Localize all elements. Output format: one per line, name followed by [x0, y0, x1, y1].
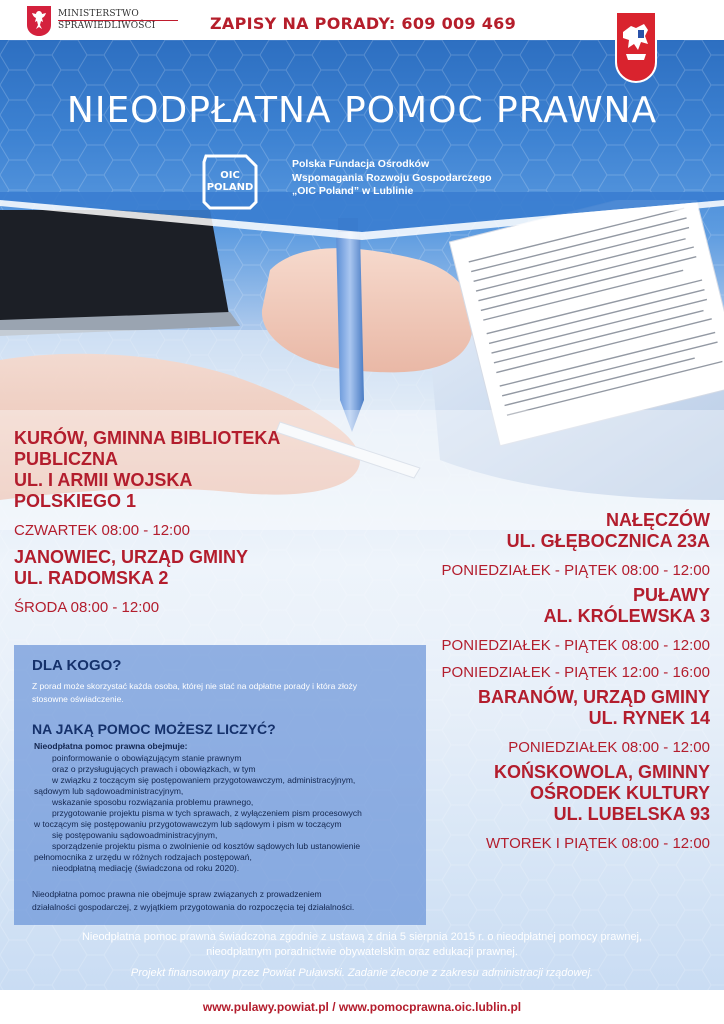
heading-for-whom: DLA KOGO? [32, 657, 122, 674]
list-item: sądowym lub sądowoadministracyjnym, [34, 786, 184, 796]
organization-block [200, 152, 520, 208]
organization-line2: Wspomagania Rozwoju Gospodarczego [292, 171, 492, 184]
appointment-phone: ZAPISY NA PORADY: 609 009 469 [210, 14, 517, 33]
location-address-line: PUŁAWY [632, 585, 710, 605]
location-address-line: AL. KRÓLEWSKA 3 [543, 606, 710, 626]
legal-basis-line2: nieodpłatnym poradnictwie obywatelskim oraz edukacji prawnej. [206, 946, 518, 958]
list-item: w toczącym się postępowaniu przygotowawczym lub sądowym i pism w toczącym [34, 819, 342, 829]
location-address-line: POLSKIEGO 1 [14, 491, 137, 511]
location-address-line: UL. LUBELSKA 93 [553, 804, 710, 824]
list-item: oraz o przysługujących prawach i obowiązkach, w tym [52, 764, 256, 774]
locations-right [380, 510, 710, 852]
info-box [14, 645, 426, 925]
location-hours: PONIEDZIAŁEK - PIĄTEK 08:00 - 12:00 [441, 637, 710, 654]
heading-what-help: NA JAKĄ POMOC MOŻESZ LICZYĆ? [32, 721, 276, 737]
location-address-line: UL. RYNEK 14 [588, 708, 710, 728]
location-address-line: PUBLICZNA [14, 449, 118, 469]
locations-left [14, 428, 314, 616]
list-item: w związku z toczącym się postępowaniem przygotowawczym, administracyjnym, [52, 775, 356, 785]
ministry-logo [26, 5, 186, 37]
location-baranow [380, 687, 710, 756]
location-hours: PONIEDZIAŁEK - PIĄTEK 08:00 - 12:00 [441, 562, 710, 579]
organization-name [292, 158, 492, 199]
location-address-line: UL. GŁĘBOCZNICA 23A [506, 531, 710, 551]
list-item: wskazanie sposobu rozwiązania problemu prawnego, [52, 797, 254, 807]
website-links[interactable]: www.pulawy.powiat.pl / www.pomocprawna.oic.lublin.pl [202, 1000, 522, 1014]
location-hours: PONIEDZIAŁEK 08:00 - 12:00 [508, 739, 710, 756]
location-naleczow [380, 510, 710, 579]
location-konskowola [380, 762, 710, 852]
location-address-line: JANOWIEC, URZĄD GMINY [14, 547, 248, 567]
location-hours: CZWARTEK 08:00 - 12:00 [14, 522, 190, 539]
location-janowiec [14, 547, 314, 616]
for-whom-line1: Z porad może skorzystać każda osoba, której nie stać na odpłatne porady i która złoży [32, 681, 358, 691]
organization-line1: Polska Fundacja Ośrodków [292, 158, 430, 170]
help-list-intro: Nieodpłatna pomoc prawna obejmuje: [34, 741, 188, 751]
list-item: nieodpłatną mediację (świadczona od roku 2020). [52, 863, 240, 873]
location-address-line: BARANÓW, URZĄD GMINY [478, 687, 710, 707]
exclusion-note-line2: działalności gospodarczej, z wyjątkiem przygotowania do rozpoczęcia tej działalności. [32, 902, 355, 912]
location-kurow [14, 428, 314, 539]
help-list [34, 753, 426, 874]
location-address-line: UL. I ARMII WOJSKA [14, 470, 193, 490]
funding-note: Projekt finansowany przez Powiat Puławski. Zadanie zlecone z zakresu administracji rządowej. [130, 967, 594, 979]
location-hours: PONIEDZIAŁEK - PIĄTEK 12:00 - 16:00 [441, 664, 710, 681]
legal-basis-line1: Nieodpłatna pomoc prawna świadczona zgodnie z ustawą z dnia 5 sierpnia 2015 r. o nieodpłatnej pomocy prawnej, [81, 931, 643, 943]
main-title: NIEODPŁATNA POMOC PRAWNA [66, 90, 658, 131]
list-item: pełnomocnika z urzędu w różnych rodzajach postępowań, [34, 852, 252, 862]
coat-of-arms-icon [614, 10, 658, 84]
list-item: się postępowaniu sądowoadministracyjnym, [52, 830, 218, 840]
organization-line3: „OIC Poland” w Lublinie [292, 185, 414, 197]
polish-eagle-icon [26, 5, 52, 37]
ministry-name-line1: MINISTERSTWO [58, 9, 139, 19]
exclusion-note-line1: Nieodpłatna pomoc prawna nie obejmuje spraw związanych z prowadzeniem [32, 889, 322, 899]
list-item: poinformowanie o obowiązującym stanie prawnym [52, 753, 242, 763]
oic-logo-text2: POLAND [206, 182, 254, 193]
for-whom-line2: stosowne oświadczenie. [32, 694, 124, 704]
oic-logo-text1: OIC [220, 170, 240, 181]
location-address-line: OŚRODEK KULTURY [530, 783, 710, 803]
location-address-line: NAŁĘCZÓW [606, 510, 710, 530]
list-item: sporządzenie projektu pisma o zwolnienie od kosztów sądowych lub ustanowienie [52, 841, 361, 851]
location-address-line: KOŃSKOWOLA, GMINNY [494, 762, 710, 782]
location-address-line: UL. RADOMSKA 2 [14, 568, 169, 588]
location-hours: WTOREK I PIĄTEK 08:00 - 12:00 [486, 835, 710, 852]
ministry-divider [58, 20, 178, 21]
list-item: przygotowanie projektu pisma w tych sprawach, z wyłączeniem pism procesowych [52, 808, 362, 818]
oic-poland-logo-icon [200, 152, 260, 212]
location-pulawy [380, 585, 710, 681]
location-address-line: KURÓW, GMINNA BIBLIOTEKA [14, 428, 281, 448]
bottom-bar [0, 990, 724, 1024]
legal-basis [0, 930, 724, 960]
location-hours: ŚRODA 08:00 - 12:00 [14, 599, 160, 616]
ministry-name-line2: SPRAWIEDLIWOŚCI [58, 21, 156, 31]
